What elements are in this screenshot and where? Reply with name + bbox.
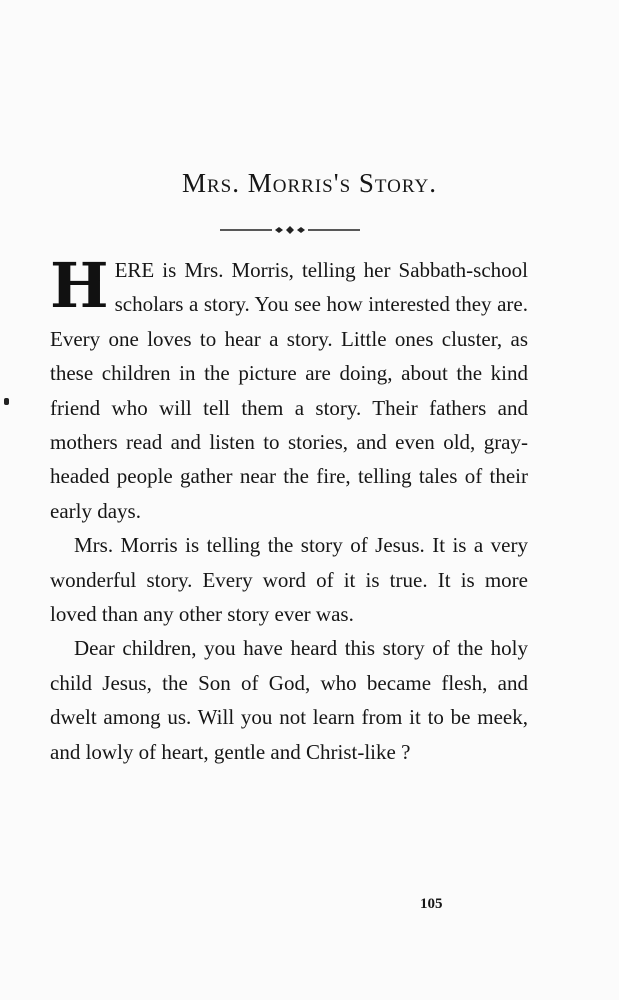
story-body bbox=[50, 249, 528, 769]
page-number: 105 bbox=[420, 896, 443, 912]
paragraph-3: Dear children, you have heard this story of the holy child Jesus, the Son of God, who became flesh, and dwelt among us. Will you not learn from it to be meek, and lowly of heart, gentle and Christ-like ? bbox=[50, 636, 528, 764]
paragraph-1 bbox=[50, 249, 528, 528]
drop-cap: H bbox=[50, 249, 109, 322]
paragraph-1-text: ERE is Mrs. Morris, telling her Sabbath-school scholars a story. You see how interested they are. Every one loves to hear a story. Little ones cluster, as these children in the picture are doing, about the kind friend who will tell them a story. Their fathers and mothers read and listen to stories, and even old, gray-headed people gather near the fire, telling tales of their early days. bbox=[50, 258, 528, 523]
margin-ink-mark bbox=[4, 398, 9, 405]
title-ornament-divider bbox=[220, 222, 360, 238]
paragraph-2: Mrs. Morris is telling the story of Jesus. It is a very wonderful story. Every word of it is true. It is more loved than any other story ever was. bbox=[50, 533, 528, 627]
chapter-title bbox=[0, 166, 619, 200]
chapter-title-text: Mrs. Morris's Story. bbox=[182, 168, 437, 198]
